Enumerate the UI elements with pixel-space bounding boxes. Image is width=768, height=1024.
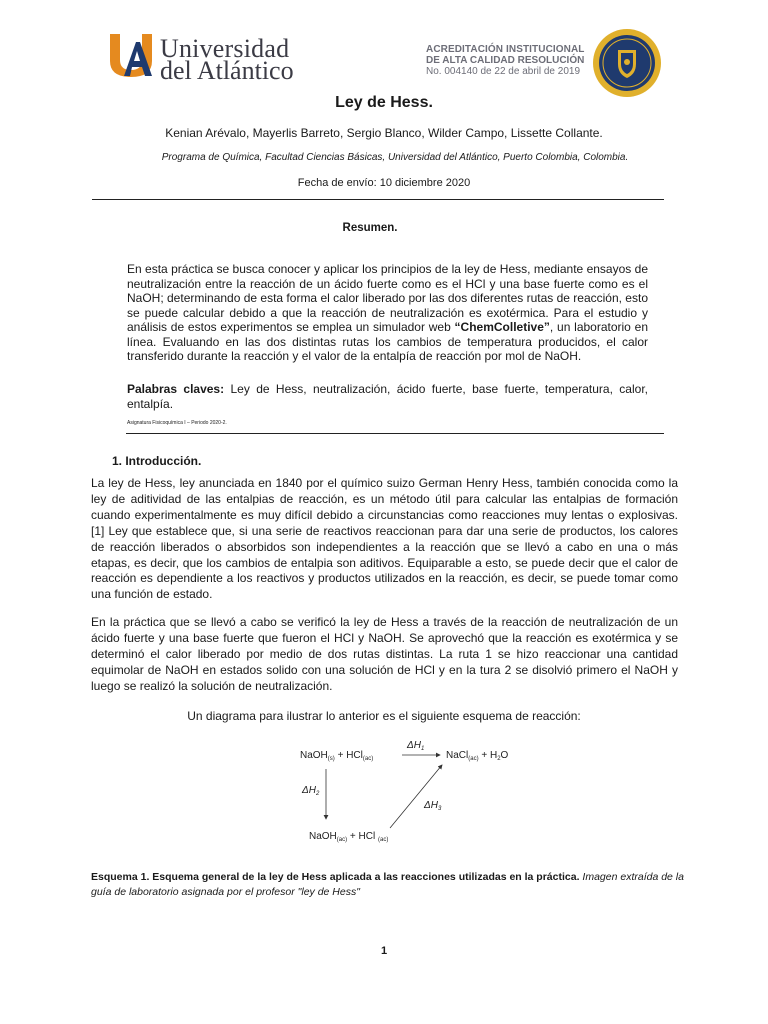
reactants-label bbox=[300, 750, 373, 762]
affiliation: Programa de Química, Facultad Ciencias Básicas, Universidad del Atlántico, Puerto Colombia, Colombia. bbox=[161, 152, 629, 163]
products-label bbox=[446, 750, 509, 762]
caption-bold: Esquema 1. Esquema general de la ley de Hess aplicada a las reacciones utilizadas en la práctica. bbox=[91, 871, 580, 883]
paragraph-1: La ley de Hess, ley anunciada en 1840 por el químico suizo German Henry Hess, también conocida como la ley de aditividad de las entalpias de reacción, es un método útil para calcular las entalpias de formación cuando experimentalmente es muy difícil debido a circunstancias como reacciones muy lentas o explosivas. [1] Ley que establece que, si una serie de reactivos reaccionan para dar una serie de productos, los calores de reacción liberados o absorbidos son independientes a la reacción que se llevó a cabo en una o más etapas, es decir, que los cambios de entalpia son aditivos. Equiparable a esto, se puede decir que el calor de reacción es dependiente a los reactivos y productos utilizados en la reacción, es decir, se puede tomar como una función de estado. bbox=[91, 476, 678, 602]
abstract-heading: Resumen. bbox=[342, 222, 398, 234]
keywords: Palabras claves: Ley de Hess, neutralización, ácido fuerte, base fuerte, temperatura, calor, entalpía. bbox=[127, 382, 648, 411]
accreditation-line1: ACREDITACIÓN INSTITUCIONAL bbox=[426, 44, 585, 55]
paragraph-2: En la práctica que se llevó a cabo se verificó la ley de Hess a través de la reacción de neutralización de un ácido fuerte y una base fuerte que fueron el HCl y NaOH. Se aprovechó que la reacción es exotérmica y se determinó el calor liberado por medio de dos rutas distintas. La ruta 1 se hizo reaccionar una cantidad equimolar de NaOH en estados solido con una solución de HCl y en la tura 2 se disolvió primero el NaOH y luego se realizó la solución de neutralización. bbox=[91, 615, 678, 693]
university-name-line1: Universidad bbox=[160, 34, 290, 63]
svg-text:NaOH(ac) + HCl (ac): NaOH$_{(ac)}$ + HCl $_{(ac)}$ bbox=[309, 831, 389, 843]
diagram-intro: Un diagrama para ilustrar lo anterior es el siguiente esquema de reacción: bbox=[187, 709, 581, 723]
hess-reaction-scheme bbox=[290, 733, 530, 851]
authors: Kenian Arévalo, Mayerlis Barreto, Sergio Blanco, Wilder Campo, Lissette Collante. bbox=[165, 126, 603, 140]
accreditation-line2: DE ALTA CALIDAD RESOLUCIÓN bbox=[426, 55, 585, 66]
caption-italic: Imagen extraída de la guía de laboratorio asignada por el profesor "ley de Hess" bbox=[91, 871, 684, 898]
article-title: Ley de Hess. bbox=[335, 94, 433, 111]
university-name-line2: del Atlántico bbox=[160, 56, 294, 85]
scheme-caption bbox=[91, 870, 691, 900]
accreditation-seal-icon bbox=[592, 28, 662, 98]
label-dh2: $\Delta H_2$ bbox=[302, 785, 320, 797]
arrow-dh3 bbox=[390, 765, 442, 828]
intermediate-label bbox=[309, 831, 388, 843]
divider-top bbox=[92, 199, 664, 200]
section-heading-introduction: 1. Introducción. bbox=[112, 454, 202, 468]
svg-text:NaOH(s) + HCl(ac): NaOH$_{(s)}$ + HCl$_{(ac)}$ bbox=[300, 750, 374, 762]
university-logo-icon bbox=[106, 30, 156, 78]
keywords-label: Palabras claves: bbox=[127, 382, 225, 396]
label-dh1: $\Delta H_1$ bbox=[407, 740, 425, 752]
abstract-text: En esta práctica se busca conocer y aplicar los principios de la ley de Hess, mediante ensayos de neutralización entre la reacción de un ácido fuerte como es el HCl y una base fuerte como es el NaOH; determinando de esta forma el calor liberado por las dos diferentes rutas de reacción, esto se puede calcular debido a que la reacción de neutralización es exotérmica. Para el estudio y análisis de estos experimentos se emplea un simulador web “ChemColletive”, un laboratorio en línea. Evaluando en las dos distintas rutas los cambios de temperatura producidos, el calor transferido durante la reacción y el valor de la entalpía de reacción por mol de NaOH. bbox=[127, 262, 648, 363]
submission-date: Fecha de envío: 10 diciembre 2020 bbox=[297, 177, 471, 189]
accreditation-line3: No. 004140 de 22 de abril de 2019 bbox=[426, 66, 581, 77]
course-note: Asignatura Fisicoquímica I – Periodo 2020-2. bbox=[127, 420, 227, 426]
label-dh3: $\Delta H_3$ bbox=[424, 800, 442, 812]
divider-abstract bbox=[126, 433, 664, 434]
svg-text:NaCl(ac) + H2O: NaCl$_{(ac)}$ + $H_2O$ bbox=[446, 750, 509, 762]
abstract-bold-term: “ChemColletive” bbox=[454, 320, 550, 334]
page-number: 1 bbox=[380, 945, 388, 957]
